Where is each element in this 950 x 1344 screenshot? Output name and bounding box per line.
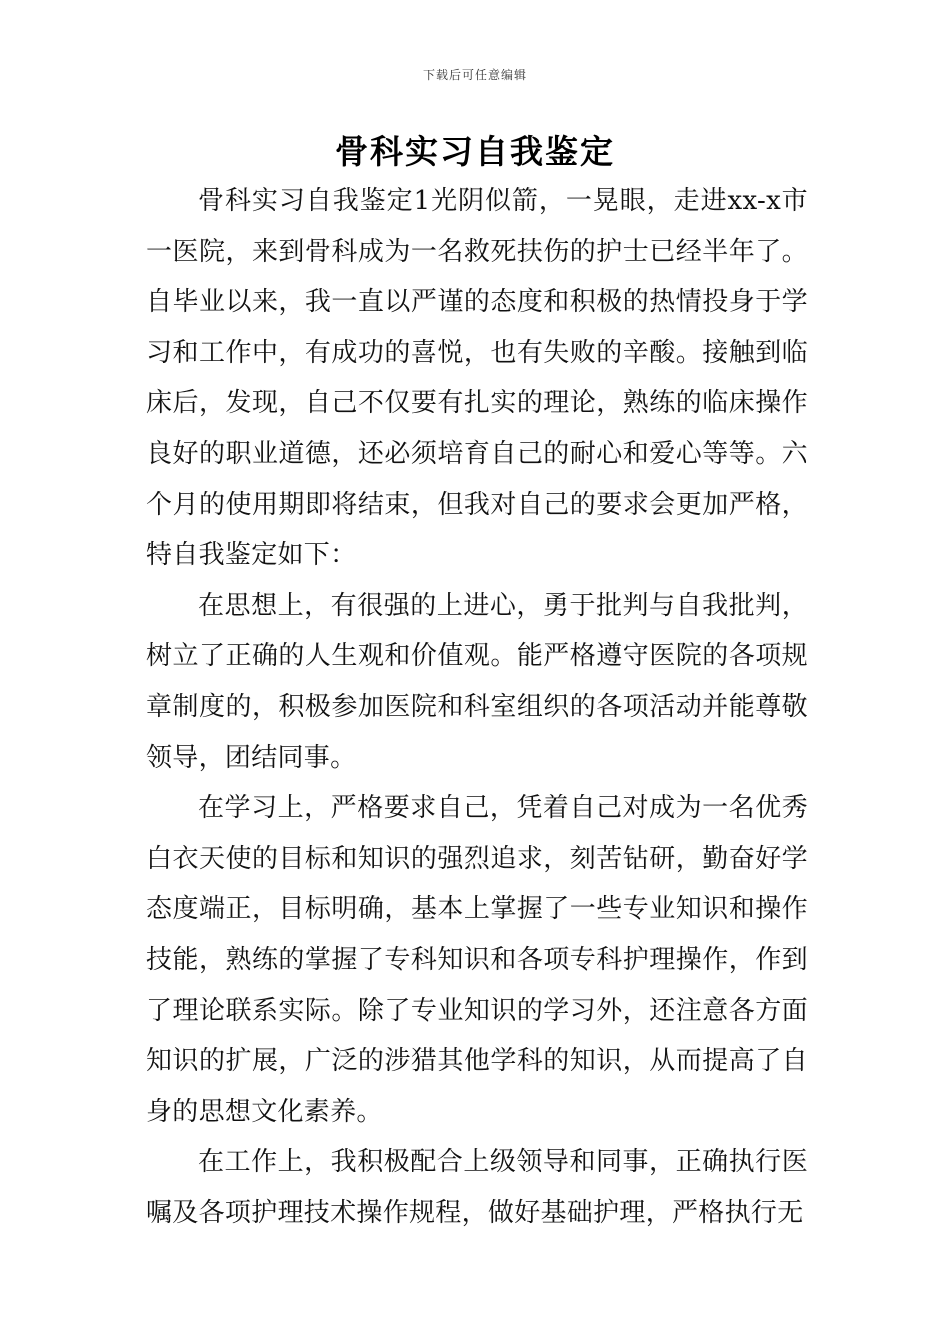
paragraph-3: 在学习上，严格要求自己，凭着自己对成为一名优秀白衣天使的目标和知识的强烈追求，刻苦钻研，勤奋好学态度端正，目标明确，基本上掌握了一些专业知识和操作技能，熟练的掌握了专科知识和各项专科护理操作，作到了理论联系实际。除了专业知识的学习外，还注意各方面知识的扩展，广泛的涉猎其他学科的知识，从而提高了自身的思想文化素养。 bbox=[146, 793, 808, 1127]
paragraph-1: 骨科实习自我鉴定1光阴似箭，一晃眼，走进xx-x市一医院，来到骨科成为一名救死扶伤的护士已经半年了。自毕业以来，我一直以严谨的态度和积极的热情投身于学习和工作中，有成功的喜悦，也有失败的辛酸。接触到临床后，发现，自己不仅要有扎实的理论，熟练的临床操作良好的职业道德，还必须培育自己的耐心和爱心等等。六个月的使用期即将结束，但我对自己的要求会更加严格，特自我鉴定如下： bbox=[146, 186, 808, 571]
paragraph-2: 在思想上，有很强的上进心，勇于批判与自我批判，树立了正确的人生观和价值观。能严格遵守医院的各项规章制度的，积极参加医院和科室组织的各项活动并能尊敬领导，团结同事。 bbox=[146, 590, 808, 773]
document-title: 骨科实习自我鉴定 bbox=[335, 132, 615, 171]
document-body bbox=[146, 176, 808, 1238]
paragraph-4: 在工作上，我积极配合上级领导和同事，正确执行医嘱及各项护理技术操作规程，做好基础护理，严格执行无 bbox=[146, 1147, 808, 1228]
header-note: 下载后可任意编辑 bbox=[422, 68, 527, 82]
